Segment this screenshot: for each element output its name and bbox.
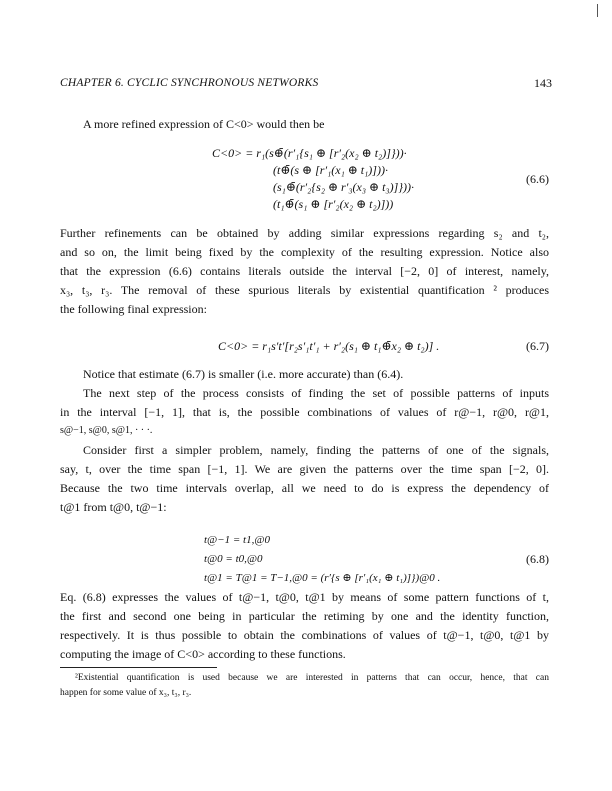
eq66-line: C<0> = r₁(s⊕̄(r′₁{s₁ ⊕ [r′₂(x₂ ⊕ t₂)]}))· [212, 146, 407, 160]
eq68-line: t@−1 = t1,@0 [204, 534, 270, 546]
page-edge-mark [597, 4, 598, 17]
paragraph-line: Eq. (6.8) expresses the values of t@−1, t@0, t@1 by means of some pattern functions of t, [60, 590, 549, 604]
equation-label: (6.7) [526, 339, 549, 353]
footnote-rule [60, 667, 217, 668]
page-number: 143 [534, 76, 552, 90]
footnote-line: happen for some value of x₃, t₃, r₃. [60, 688, 192, 698]
equation-label: (6.6) [526, 172, 549, 186]
paragraph-line: the first and second one being in particular the retiming by one and the identity function, [60, 609, 549, 623]
paragraph-line: and so on, the limit being fixed by the complexity of the resulting expression. Notice also [60, 245, 549, 259]
paragraph-line: Consider first a simpler problem, namely, finding the patterns of one of the signals, [83, 443, 549, 457]
paragraph-line: Because the two time intervals overlap, all we need to do is express the dependency of [60, 481, 549, 495]
paragraph-line: respectively. It is thus possible to obtain the combinations of values of t@−1, t@0, t@1 by [60, 628, 549, 642]
paragraph-line: computing the image of C<0> according to these functions. [60, 647, 346, 661]
footnote-line: ²Existential quantification is used because we are interested in patterns that can occur, hence, that can [75, 673, 549, 683]
running-header: CHAPTER 6. CYCLIC SYNCHRONOUS NETWORKS [60, 77, 319, 89]
eq67: C<0> = r₁s′t′[r₂s′₁t′₁ + r′₂(s₁ ⊕ t₁⊕̄x₂ ⊕ t₂)] . [218, 339, 440, 353]
paragraph-line: s@−1, s@0, s@1, · · ·. [60, 425, 153, 436]
intro-text: A more refined expression of C<0> would then be [83, 117, 325, 131]
eq68-line: t@0 = t0,@0 [204, 553, 263, 565]
paragraph-line: that the expression (6.6) contains literals outside the interval [−2, 0] of interest, namely, [60, 264, 549, 278]
eq66-line: (s₁⊕̄(r′₂{s₂ ⊕ r′₃(x₃ ⊕ t₃)]}))· [273, 180, 415, 194]
paragraph-line: Notice that estimate (6.7) is smaller (i.e. more accurate) than (6.4). [83, 367, 404, 381]
eq66-line: (t₁⊕̄(s₁ ⊕ [r′₂(x₂ ⊕ t₂)])) [273, 197, 394, 211]
eq68-line: t@1 = T@1 = T−1,@0 = (r′{s ⊕ [r′₁(x₁ ⊕ t₁)]})@0 . [204, 572, 441, 584]
paragraph-line: t@1 from t@0, t@−1: [60, 500, 167, 514]
paragraph-line: in the interval [−1, 1], that is, the possible combinations of values of r@−1, r@0, r@1, [60, 405, 549, 419]
paragraph-line: the following final expression: [60, 302, 207, 316]
paragraph-line: Further refinements can be obtained by adding similar expressions regarding s₂ and t₂, [60, 226, 549, 240]
paragraph-line: say, t, over the time span [−1, 1]. We are given the patterns over the time span [−2, 0]. [60, 462, 549, 476]
paragraph-line: The next step of the process consists of finding the set of possible patterns of inputs [83, 386, 549, 400]
eq66-line: (t⊕̄(s ⊕ [r′₁(x₁ ⊕ t₁)]))· [273, 163, 388, 177]
paragraph-line: x₃, t₃, r₃. The removal of these spurious literals by existential quantification ² produces [60, 283, 549, 297]
equation-label: (6.8) [526, 552, 549, 566]
